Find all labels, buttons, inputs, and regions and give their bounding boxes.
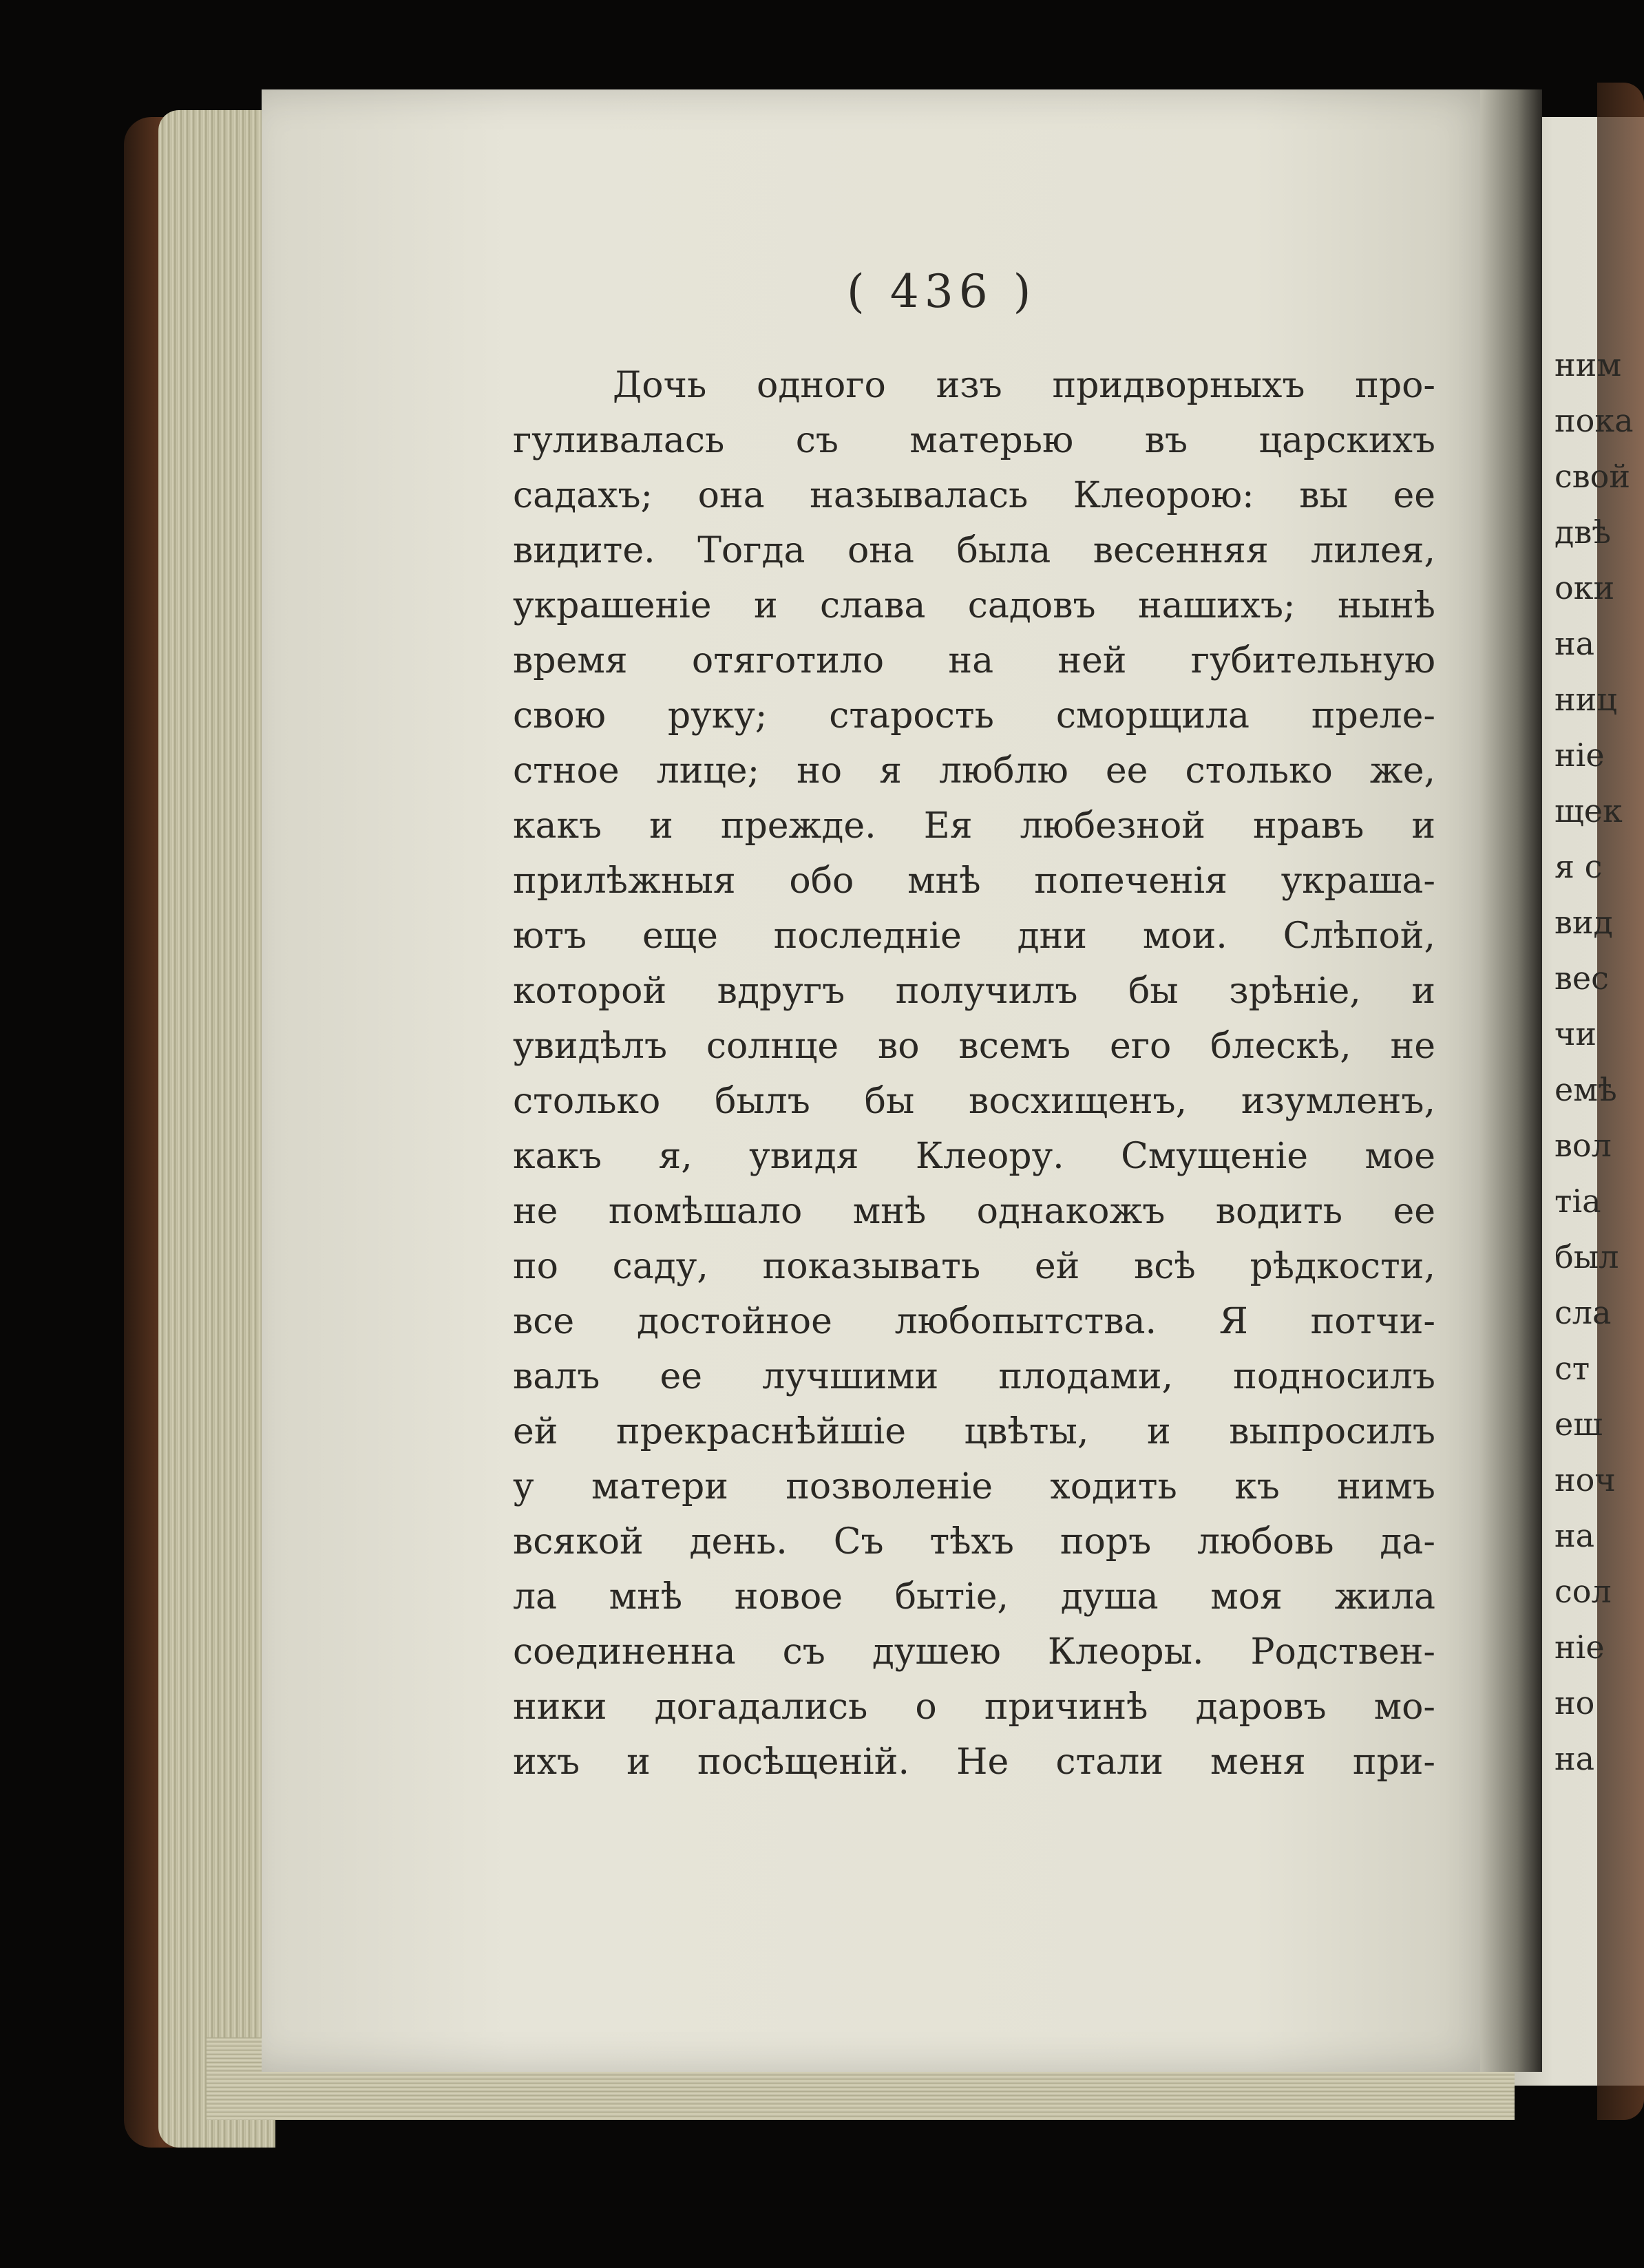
text-line: увидѣлъ солнце во всемъ его блескѣ, не bbox=[513, 1026, 1435, 1067]
right-page-text bbox=[1555, 337, 1644, 1787]
text-line: которой вдругъ получилъ бы зрѣніе, и bbox=[513, 971, 1435, 1012]
text-line: украшеніе и слава садовъ нашихъ; нынѣ bbox=[513, 585, 1435, 626]
page-edges bbox=[158, 110, 275, 2148]
right-text-fragment: на bbox=[1555, 1740, 1595, 1777]
right-text-fragment: ноч bbox=[1555, 1461, 1616, 1498]
text-line: ей прекраснѣйшіе цвѣты, и выпросилъ bbox=[513, 1411, 1435, 1452]
book-gutter bbox=[1480, 89, 1542, 2072]
text-line: гуливалась съ матерью въ царскихъ bbox=[513, 420, 1435, 461]
right-text-fragment: ніе bbox=[1555, 1629, 1605, 1666]
text-line: прилѣжныя обо мнѣ попеченія украша- bbox=[513, 860, 1435, 902]
right-text-fragment: тіа bbox=[1555, 1183, 1601, 1220]
text-line: не помѣшало мнѣ однакожъ водить ее bbox=[513, 1191, 1435, 1232]
text-line: время отяготило на ней губительную bbox=[513, 640, 1435, 681]
right-text-fragment: вол bbox=[1555, 1127, 1612, 1164]
text-line: видите. Тогда она была весенняя лилея, bbox=[513, 530, 1435, 571]
text-line: у матери позволеніе ходить къ нимъ bbox=[513, 1466, 1435, 1507]
page-text bbox=[513, 358, 1435, 1790]
text-line: ла мнѣ новое бытіе, душа моя жила bbox=[513, 1576, 1435, 1618]
text-line: стное лице; но я люблю ее столько же, bbox=[513, 750, 1435, 792]
right-text-fragment: на bbox=[1555, 1517, 1595, 1554]
right-text-fragment: двѣ bbox=[1555, 513, 1611, 551]
text-line: ихъ и посѣщеній. Не стали меня при- bbox=[513, 1741, 1435, 1783]
right-text-fragment: ним bbox=[1555, 346, 1622, 383]
text-line: ники догадались о причинѣ даровъ мо- bbox=[513, 1686, 1435, 1728]
text-line: свою руку; старость сморщила преле- bbox=[513, 695, 1435, 736]
right-text-fragment: вид bbox=[1555, 904, 1613, 941]
right-text-fragment: ніе bbox=[1555, 736, 1605, 774]
right-text-fragment: сла bbox=[1555, 1294, 1612, 1331]
text-line: какъ и прежде. Ея любезной нравъ и bbox=[513, 805, 1435, 847]
right-text-fragment: вес bbox=[1555, 960, 1609, 997]
text-line: все достойное любопытства. Я потчи- bbox=[513, 1301, 1435, 1342]
text-line: всякой день. Съ тѣхъ поръ любовь да- bbox=[513, 1521, 1435, 1562]
text-line: по саду, показывать ей всѣ рѣдкости, bbox=[513, 1246, 1435, 1287]
text-line: ютъ еще последніе дни мои. Слѣпой, bbox=[513, 915, 1435, 957]
text-line: столько былъ бы восхищенъ, изумленъ, bbox=[513, 1081, 1435, 1122]
text-line: соединенна съ душею Клеоры. Родствен- bbox=[513, 1631, 1435, 1673]
right-text-fragment: щек bbox=[1555, 792, 1623, 829]
text-line: Дочь одного изъ придворныхъ про- bbox=[613, 365, 1435, 406]
right-text-fragment: ниц bbox=[1555, 681, 1617, 718]
right-text-fragment: на bbox=[1555, 625, 1595, 662]
right-text-fragment: свой bbox=[1555, 458, 1631, 495]
right-text-fragment: но bbox=[1555, 1684, 1595, 1721]
right-text-fragment: ст bbox=[1555, 1350, 1590, 1387]
right-text-fragment: оки bbox=[1555, 569, 1615, 606]
right-text-fragment: пока bbox=[1555, 402, 1634, 439]
right-text-fragment: чи bbox=[1555, 1015, 1597, 1052]
text-line: какъ я, увидя Клеору. Смущеніе мое bbox=[513, 1136, 1435, 1177]
right-text-fragment: был bbox=[1555, 1238, 1619, 1275]
right-text-fragment: сол bbox=[1555, 1573, 1612, 1610]
right-text-fragment: еш bbox=[1555, 1406, 1603, 1443]
text-line: садахъ; она называлась Клеорою: вы ее bbox=[513, 475, 1435, 516]
page-number: ( 436 ) bbox=[847, 265, 1037, 318]
text-line: валъ ее лучшими плодами, подносилъ bbox=[513, 1356, 1435, 1397]
right-text-fragment: я с bbox=[1555, 848, 1603, 885]
right-text-fragment: емѣ bbox=[1555, 1071, 1617, 1108]
